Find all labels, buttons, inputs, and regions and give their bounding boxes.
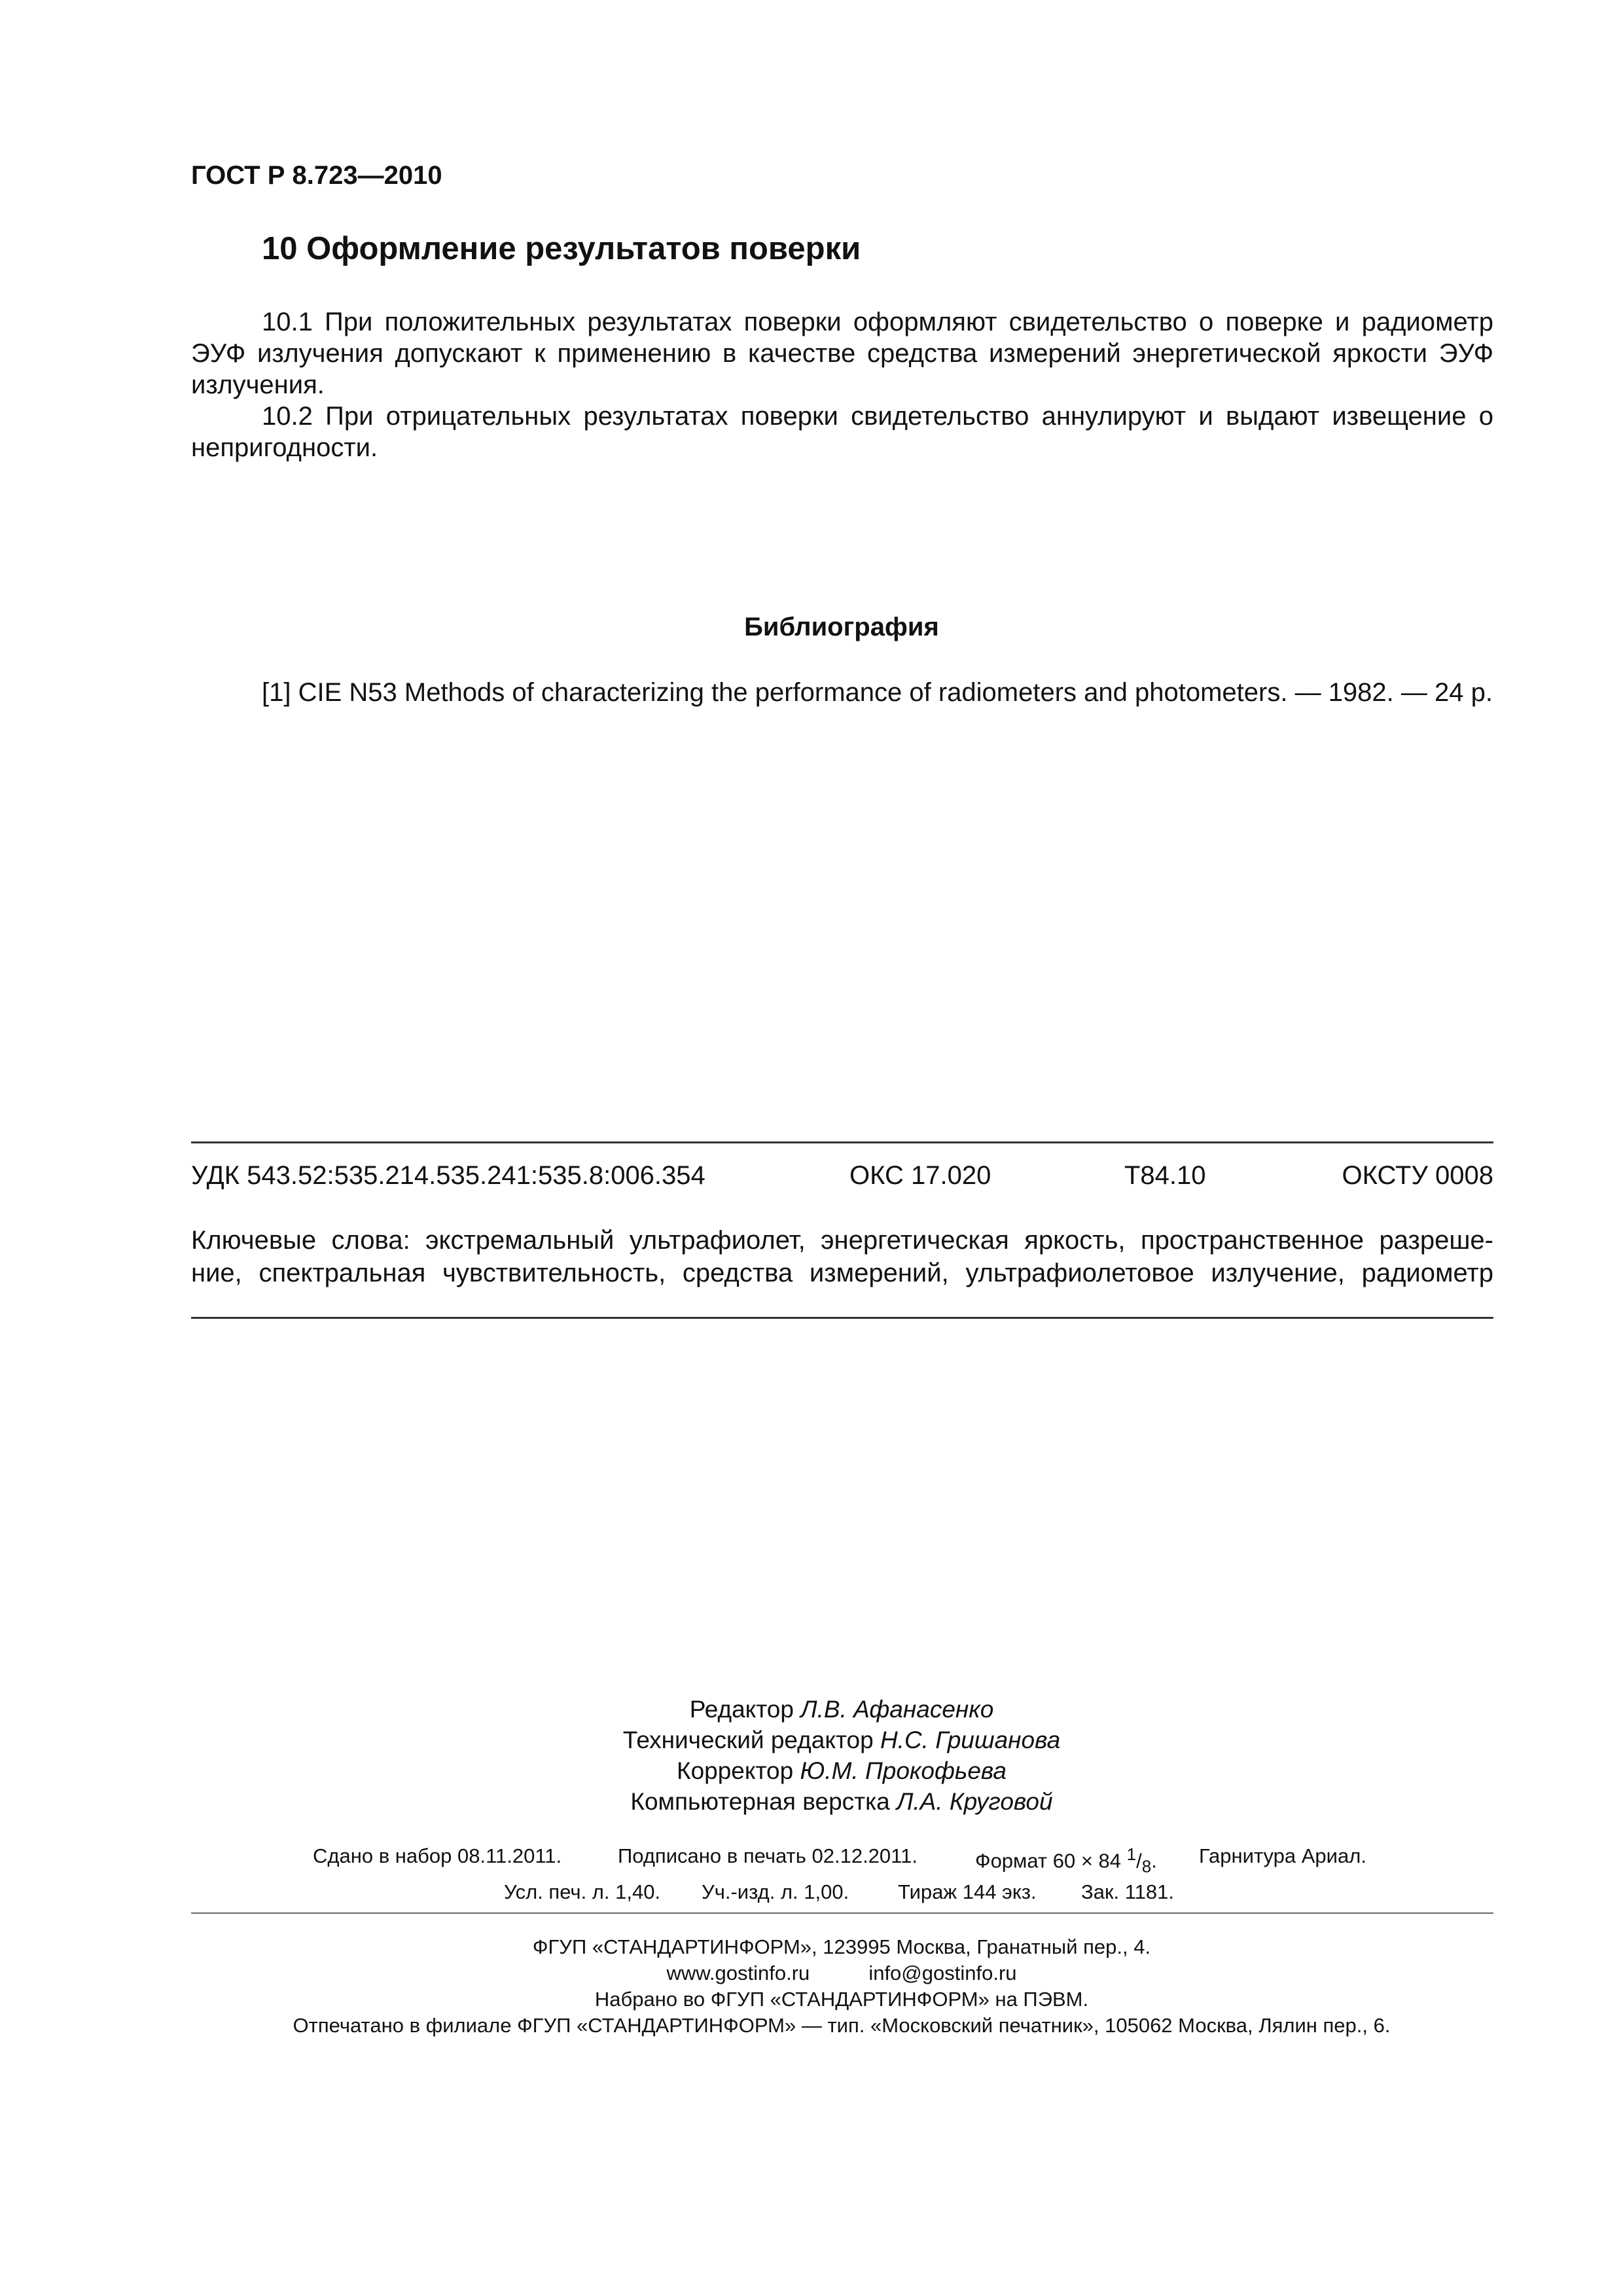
publisher-contacts — [0, 1960, 1623, 1986]
paragraph-line: излучения. — [191, 370, 325, 399]
divider-middle — [191, 1317, 1493, 1319]
publisher-address: ФГУП «СТАНДАРТИНФОРМ», 123995 Москва, Гранатный пер., 4. — [532, 1935, 1151, 1958]
udk-code: УДК 543.52:535.214.535.241:535.8:006.354 — [191, 1161, 705, 1190]
keywords-line: ние, спектральная чувствительность, средства измерений, ультрафиолетовое излучение, радиометр — [191, 1259, 1493, 1287]
print-sheets: Усл. печ. л. 1,40. — [504, 1880, 661, 1903]
paragraph-line: 10.1 При положительных результатах поверки оформляют свидетельство о поверке и радиометр — [262, 308, 1493, 336]
bibliography-title: Библиография — [744, 613, 939, 641]
print-run: Тираж 144 экз. — [898, 1880, 1037, 1903]
classification-codes — [191, 1161, 1493, 1194]
email-link[interactable]: info@gostinfo.ru — [868, 1962, 1017, 1984]
paragraph-10-2 — [191, 401, 1493, 463]
keywords-line: Ключевые слова: экстремальный ультрафиолет, энергетическая яркость, пространственное разреше- — [191, 1226, 1493, 1255]
submitted-date: Сдано в набор 08.11.2011. — [313, 1844, 562, 1867]
credit-layout: Компьютерная верстка Л.А. Круговой — [630, 1788, 1053, 1815]
credit-corrector: Корректор Ю.М. Прокофьева — [677, 1757, 1007, 1784]
paragraph-line: непригодности. — [191, 433, 378, 462]
okstu-code: ОКСТУ 0008 — [1342, 1161, 1493, 1190]
paragraph-10-1 — [191, 306, 1493, 401]
publisher-footer — [0, 1934, 1623, 2039]
paragraph-line: 10.2 При отрицательных результатах поверки свидетельство аннулируют и выдают извещение о — [262, 402, 1493, 431]
pub-sheets: Уч.-изд. л. 1,00. — [702, 1880, 849, 1903]
print-format: Формат 60 × 84 $^1/_8$. — [975, 1844, 1157, 1876]
signed-date: Подписано в печать 02.12.2011. — [618, 1844, 918, 1867]
section-title: 10 Оформление результатов поверки — [262, 231, 861, 266]
bibliography-item: [1] CIE N53 Methods of characterizing the performance of radiometers and photometers. — 1982. — 24 p. — [262, 678, 1493, 707]
keywords — [191, 1224, 1493, 1289]
typeset-note: Набрано во ФГУП «СТАНДАРТИНФОРМ» на ПЭВМ. — [594, 1988, 1089, 2011]
website-link[interactable]: www.gostinfo.ru — [666, 1962, 810, 1984]
order-number: Зак. 1181. — [1081, 1880, 1175, 1903]
printed-note: Отпечатано в филиале ФГУП «СТАНДАРТИНФОРМ» — тип. «Московский печатник», 105062 Москва, Лялин пер., 6. — [293, 2014, 1391, 2037]
typeface: Гарнитура Ариал. — [1199, 1844, 1366, 1867]
divider-bottom — [191, 1912, 1493, 1914]
divider-top — [191, 1141, 1493, 1143]
credit-tech-editor: Технический редактор Н.С. Гришанова — [622, 1727, 1061, 1753]
oks-code: ОКС 17.020 — [849, 1161, 991, 1190]
credit-editor: Редактор Л.В. Афанасенко — [689, 1696, 994, 1723]
paragraph-line: ЭУФ излучения допускают к применению в качестве средства измерений энергетической яркости ЭУФ — [191, 339, 1493, 368]
credits-block — [0, 1694, 1623, 1817]
standard-header: ГОСТ Р 8.723—2010 — [191, 161, 442, 190]
t-code: Т84.10 — [1124, 1161, 1206, 1190]
